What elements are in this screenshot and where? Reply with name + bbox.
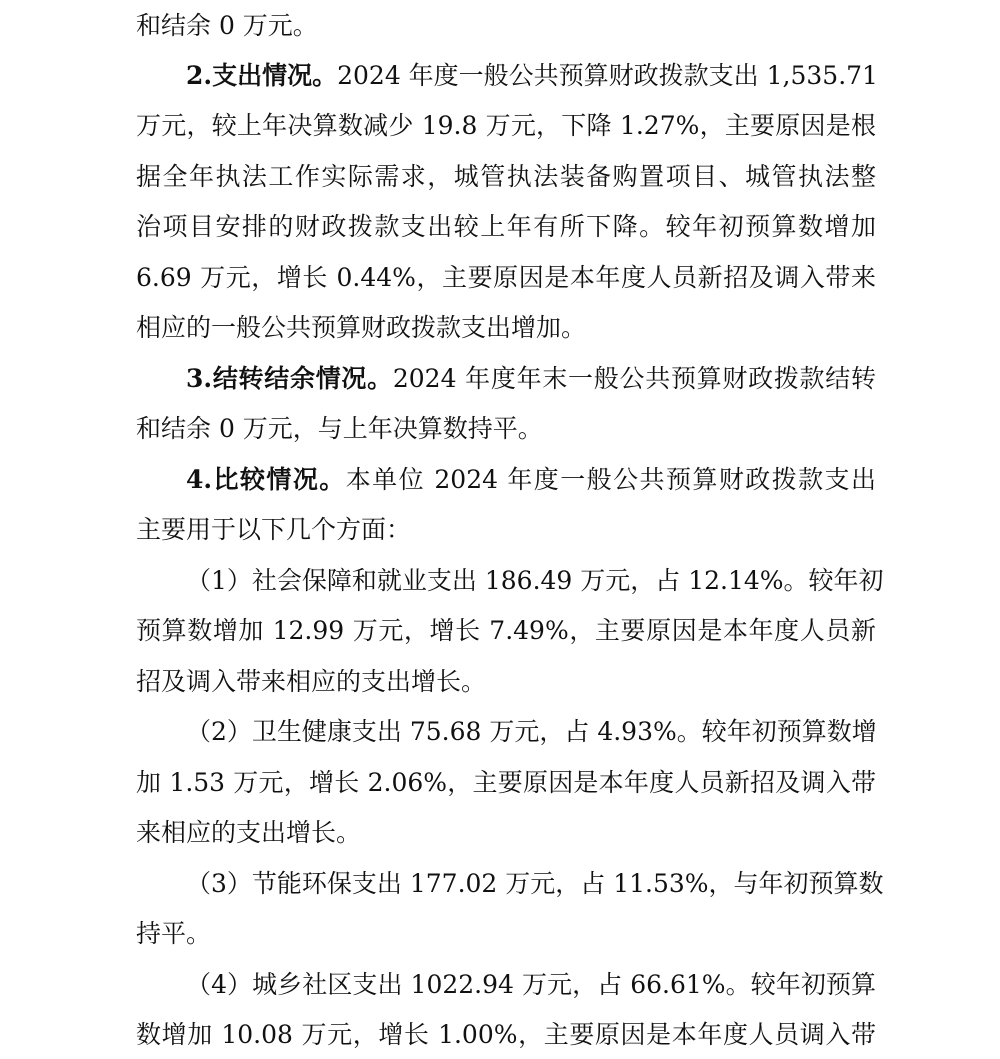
line-text: 治项目安排的财政拨款支出较上年有所下降。较年初预算数增加 [136,212,876,241]
line-text: 万元，较上年决算数减少 19.8 万元，下降 1.27%，主要原因是根 [136,111,876,140]
line-text: 数增加 10.08 万元，增长 1.00%，主要原因是本年度人员调入带 [136,1020,876,1049]
section-heading: 4.比较情况。 [186,465,346,494]
paragraph-line [136,611,876,651]
line-text: （2）卫生健康支出 75.68 万元，占 4.93%。较年初预算数增 [186,717,877,746]
line-text: （1）社会保障和就业支出 186.49 万元，占 12.14%。较年初 [186,566,884,595]
section-heading: 2.支出情况。 [186,61,338,90]
line-text: 据全年执法工作实际需求，城管执法装备购置项目、城管执法整 [136,162,876,191]
paragraph-line [136,6,876,46]
line-text: 6.69 万元，增长 0.44%，主要原因是本年度人员新招及调入带来 [136,263,876,292]
paragraph-line [136,409,876,449]
paragraph-line [136,207,876,247]
paragraph-line [136,157,876,197]
line-text: 和结余 0 万元。 [136,11,318,40]
line-text: 和结余 0 万元，与上年决算数持平。 [136,414,543,443]
paragraph-line [136,763,876,803]
paragraph-line [186,561,884,601]
line-text: （3）节能环保支出 177.02 万元，占 11.53%，与年初预算数 [186,869,884,898]
paragraph-line [136,813,876,853]
line-text: 本单位 2024 年度一般公共预算财政拨款支出 [345,465,876,494]
line-text: 主要用于以下几个方面： [136,515,412,544]
line-text: 持平。 [136,919,212,948]
paragraph-line [186,460,876,500]
paragraph-line [136,510,876,550]
line-text: （4）城乡社区支出 1022.94 万元，占 66.61%。较年初预算 [186,970,876,999]
paragraph-line [136,258,876,298]
paragraph-line [136,914,876,954]
line-text: 招及调入带来相应的支出增长。 [136,667,487,696]
paragraph-line [186,864,884,904]
line-text: 来相应的支出增长。 [136,818,362,847]
paragraph-line [136,106,876,146]
paragraph-line [136,1015,876,1055]
line-text: 预算数增加 12.99 万元，增长 7.49%，主要原因是本年度人员新 [136,616,876,645]
line-text: 2024 年度年末一般公共预算财政拨款结转 [392,364,876,393]
paragraph-line [136,308,876,348]
line-text: 2024 年度一般公共预算财政拨款支出 1,535.71 [337,61,878,90]
paragraph-line [186,965,876,1005]
line-text: 相应的一般公共预算财政拨款支出增加。 [136,313,587,342]
paragraph-line [186,359,876,399]
section-heading: 3.结转结余情况。 [186,364,393,393]
line-text: 加 1.53 万元，增长 2.06%，主要原因是本年度人员新招及调入带 [136,768,876,797]
paragraph-line [136,662,876,702]
paragraph-line [186,712,876,752]
paragraph-line [186,56,876,96]
